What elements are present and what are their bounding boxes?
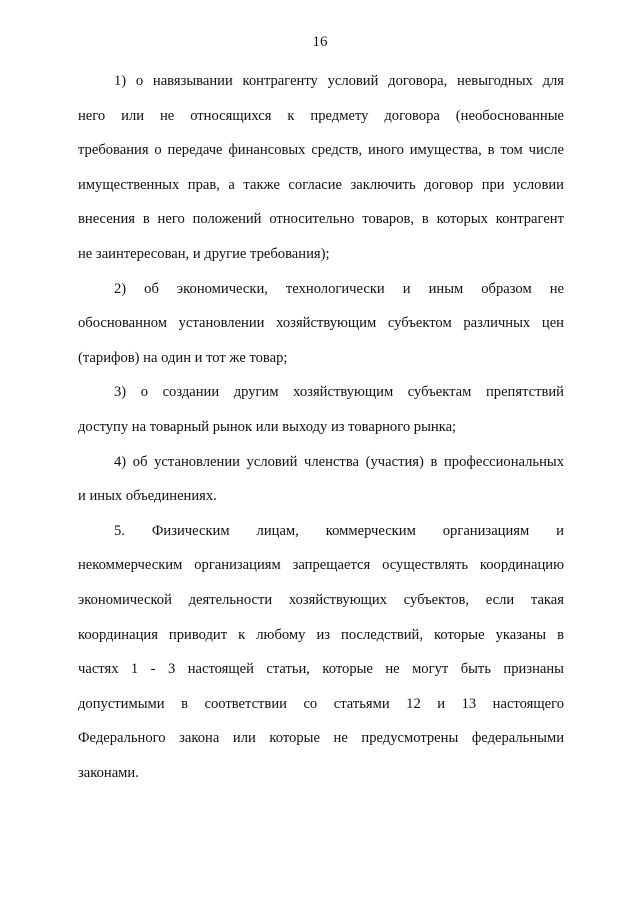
text-line: имущественных прав, а также согласие заключить договор при условии [78,176,564,193]
text-line: законами. [78,764,139,781]
text-line: и иных объединениях. [78,488,217,505]
text-line: частях 1 - 3 настоящей статьи, которые не могут быть признаны [78,661,564,678]
text-line: Федерального закона или которые не предусмотрены федеральными [78,730,564,747]
text-line: (тарифов) на один и тот же товар; [78,349,288,366]
text-line: не заинтересован, и другие требования); [78,245,330,262]
paragraph-item-2 [78,272,564,376]
text-line: 2) об экономически, технологически и иным образом не [114,280,564,297]
paragraph-item-4 [78,445,564,514]
text-line: некоммерческим организациям запрещается осуществлять координацию [78,557,564,574]
text-line: 1) о навязывании контрагенту условий договора, невыгодных для [114,73,564,89]
text-line: обоснованном установлении хозяйствующим субъектом различных цен [78,315,564,332]
text-line: экономической деятельности хозяйствующих субъектов, если такая [78,591,564,608]
text-line: внесения в него положений относительно товаров, в которых контрагент [78,211,564,228]
paragraph-item-3 [78,375,564,444]
page-number: 16 [312,34,328,50]
paragraph-part-5 [78,514,564,791]
text-line: доступу на товарный рынок или выходу из товарного рынка; [78,418,457,435]
text-line: координация приводит к любому из последствий, которые указаны в [78,626,564,643]
text-line: 5. Физическим лицам, коммерческим организациям и [114,522,564,539]
text-line: 3) о создании другим хозяйствующим субъектам препятствий [114,384,564,401]
text-line: 4) об установлении условий членства (участия) в профессиональных [114,453,564,470]
text-line: требования о передаче финансовых средств, иного имущества, в том числе [78,142,564,159]
paragraph-item-1 [78,64,564,272]
text-line: допустимыми в соответствии со статьями 12 и 13 настоящего [78,695,564,712]
document-body [78,64,564,790]
text-line: него или не относящихся к предмету договора (необоснованные [78,107,564,124]
